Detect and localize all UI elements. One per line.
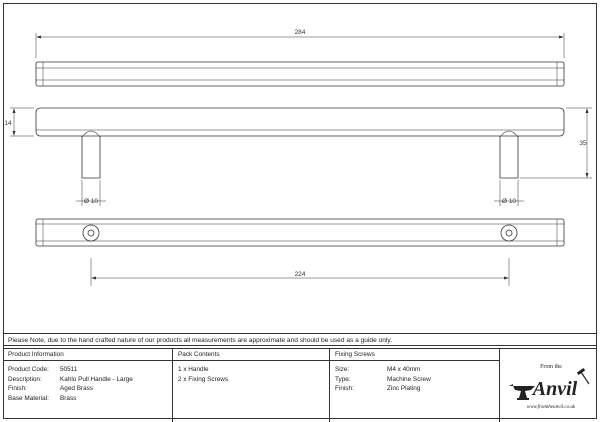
hammer-icon (577, 368, 589, 384)
product-information-heading: Product Information (3, 348, 172, 361)
logo-from-the: From the (540, 364, 562, 370)
from-the-anvil-logo (505, 358, 597, 418)
info-row: Description: Kahlo Pull Handle - Large (8, 375, 133, 383)
screw-row: Finish: Zinc Plating (335, 385, 421, 393)
disclaimer-note: Please Note, due to the hand crafted nature of our products all measurements are approximate and should be used as a guide only. (3, 333, 597, 346)
anvil-icon (509, 384, 535, 400)
dim-leg-dia-right: Ø 10 (501, 198, 517, 205)
top-view (36, 33, 564, 86)
logo-brand: Anvil (532, 378, 578, 400)
pack-contents-heading: Pack Contents (173, 348, 329, 361)
info-row: Finish: Aged Brass (8, 385, 94, 393)
info-row: Base Material: Brass (8, 394, 77, 402)
screw-row: Type: Machine Screw (335, 375, 431, 383)
side-view (10, 108, 592, 206)
fixing-screws-heading: Fixing Screws (330, 348, 499, 361)
pack-item: 2 x Fixing Screws (178, 375, 229, 383)
dim-height: 14 (4, 120, 12, 127)
logo-url: www.fromtheanvil.co.uk (526, 405, 576, 410)
pack-item: 1 x Handle (178, 366, 209, 373)
product-information-panel (3, 348, 173, 422)
dim-centres: 224 (294, 271, 306, 278)
dim-overall-length: 284 (294, 29, 306, 36)
logo-divider (500, 348, 597, 349)
screw-row: Size: M4 x 40mm (335, 366, 421, 373)
info-row: Product Code: 50511 (8, 366, 78, 373)
pack-contents-panel (173, 348, 330, 422)
dim-projection: 35 (579, 140, 587, 147)
dim-leg-dia-left: Ø 10 (83, 198, 99, 205)
fixing-screws-panel (330, 348, 500, 422)
